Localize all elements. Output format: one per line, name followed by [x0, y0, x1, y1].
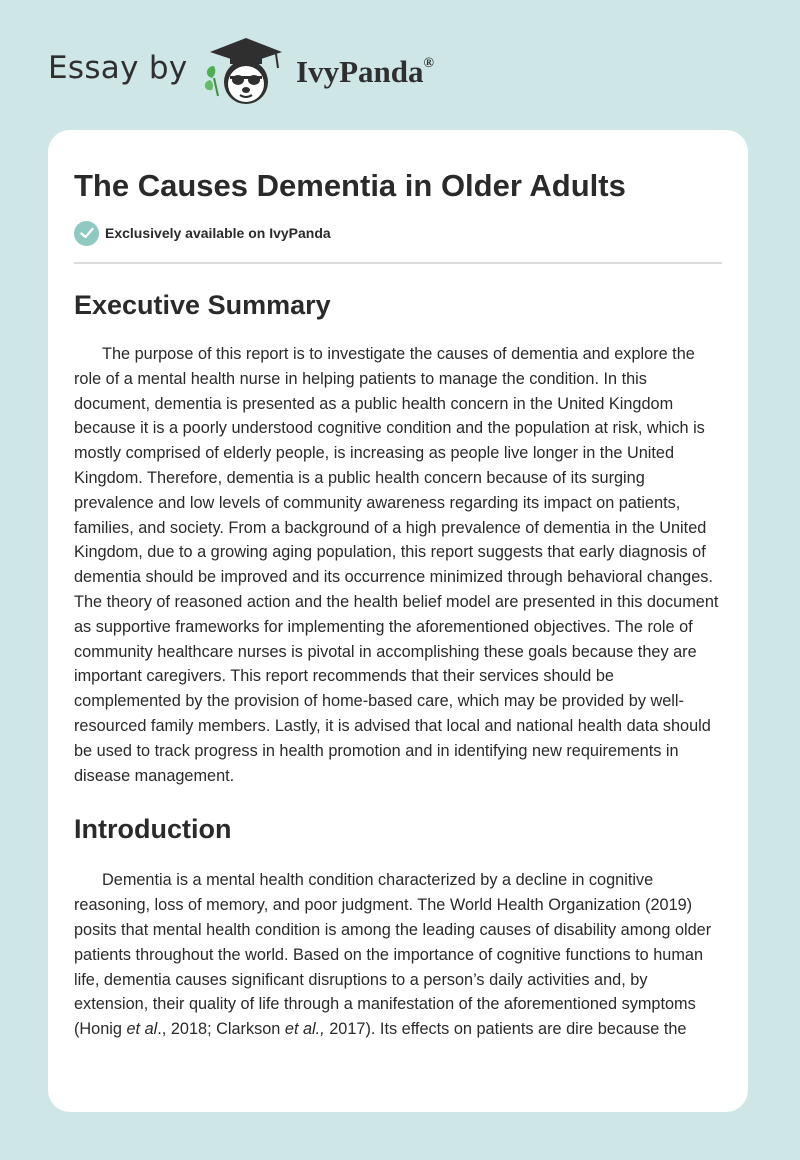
- essay-card: [48, 130, 748, 1112]
- intro-text-part3: 2017). Its effects on patients are dire because the: [324, 1020, 687, 1039]
- brand-name[interactable]: IvyPanda®: [296, 54, 434, 89]
- divider: [74, 262, 722, 264]
- intro-text-part1: Dementia is a mental health condition characterized by a decline in cognitive reasoning, loss of memory, and poor judgment. The World Health Organization (2019) posits that mental health condition is among the leading causes of disability among older patients throughout the world. Based on the importance of cognitive functions to human life, dementia causes significant disruptions to a person’s daily activities and, by extension, their quality of life through a manifestation of the aforementioned symptoms (Honig: [74, 871, 712, 1039]
- essay-content: [74, 130, 722, 1042]
- introduction-paragraph: [74, 868, 722, 1042]
- check-circle-icon: [74, 221, 99, 246]
- essay-by-label: Essay by: [48, 50, 188, 86]
- exclusive-label: Exclusively available on IvyPanda: [105, 225, 331, 241]
- page-title: The Causes Dementia in Older Adults: [74, 168, 626, 203]
- site-header: [0, 0, 800, 130]
- intro-text-part2: ., 2018; Clarkson: [157, 1020, 285, 1039]
- citation-et-al-1: et al: [126, 1020, 158, 1039]
- registered-mark: ®: [423, 56, 434, 71]
- ivypanda-logo-icon[interactable]: [200, 36, 292, 108]
- exclusive-badge: [74, 220, 722, 246]
- executive-summary-paragraph: The purpose of this report is to investigate the causes of dementia and explore the role of a mental health nurse in helping patients to manage the condition. In this document, dementia is presented as a public health concern in the United Kingdom because it is a poorly understood cognitive condition and the population at risk, which is mostly comprised of elderly people, is increasing as people live longer in the United Kingdom. Therefore, dementia is a public health concern because of its surging prevalence and low levels of community awareness regarding its impact on patients, families, and society. From a background of a high prevalence of dementia in the United Kingdom, due to a growing aging population, this report suggests that early diagnosis of dementia should be improved and its occurrence minimized through behavioral changes. The theory of reasoned action and the health belief model are presented in this document as supportive frameworks for implementing the aforementioned objectives. The role of community healthcare nurses is pivotal in accomplishing these goals because they are important caregivers. This report recommends that their services should be complemented by the provision of home-based care, which may be provided by well-resourced family members. Lastly, it is advised that local and national health data should be used to track progress in health promotion and in identifying new requirements in disease management.: [74, 345, 719, 785]
- section-heading-introduction: Introduction: [74, 814, 232, 845]
- section-heading-executive-summary: Executive Summary: [74, 290, 331, 320]
- citation-et-al-2: et al.,: [284, 1020, 325, 1039]
